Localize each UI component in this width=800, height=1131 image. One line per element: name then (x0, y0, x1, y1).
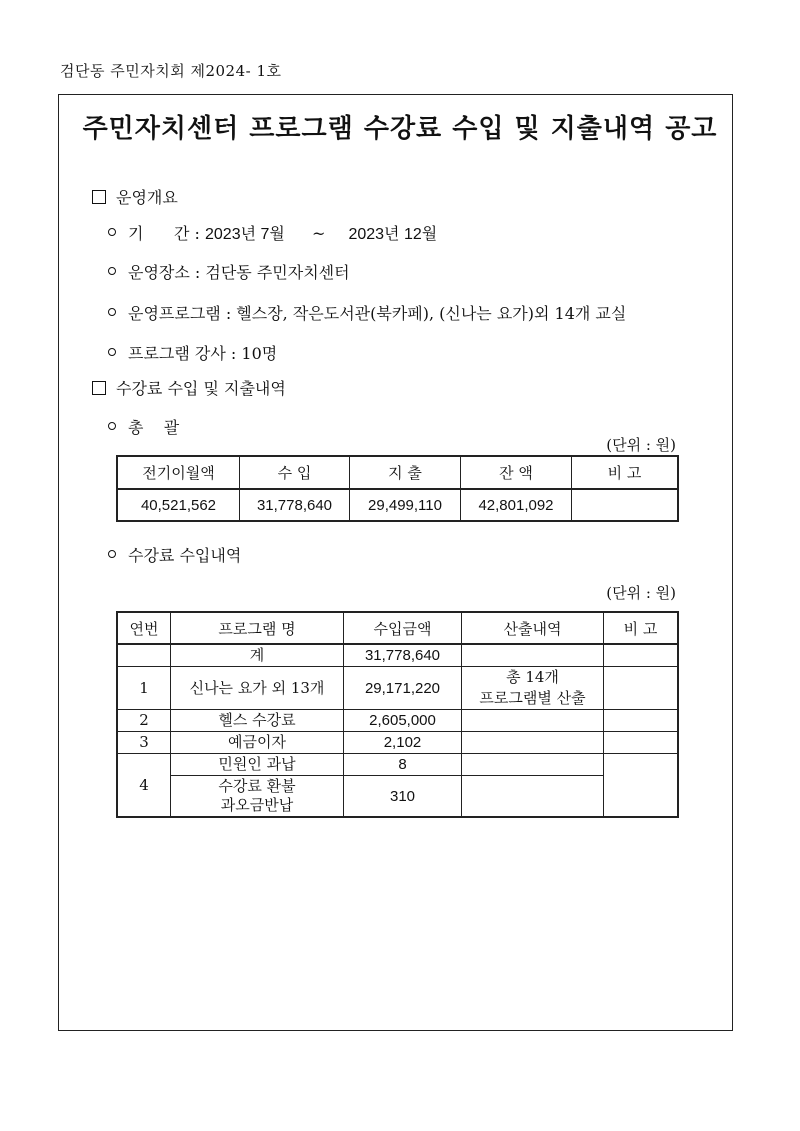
header-income: 수 입 (240, 456, 350, 489)
income-heading-text: 수강료 수입내역 (128, 546, 242, 565)
page-title: 주민자치센터 프로그램 수강료 수입 및 지출내역 공고 (82, 114, 718, 144)
document-number: 검단동 주민자치회 제2024- 1호 (60, 62, 282, 80)
header-no: 연번 (117, 612, 171, 644)
period-start: 2023년 7월 (205, 226, 285, 243)
row-remarks (604, 732, 679, 754)
section-overview-heading: 운영개요 (116, 188, 178, 207)
header-carryover: 전기이월액 (117, 456, 240, 489)
remarks-value (572, 489, 679, 521)
total-calc (462, 644, 604, 667)
summary-unit: (단위 : 원) (606, 436, 676, 454)
header-amount: 수입금액 (344, 612, 462, 644)
table-row (117, 754, 678, 776)
overview-programs (108, 301, 626, 324)
income-value: 31,778,640 (240, 489, 350, 521)
income-table (116, 611, 679, 818)
summary-heading-text: 총 괄 (128, 418, 180, 437)
total-label: 계 (171, 644, 344, 667)
period-label: 기 간 : (128, 224, 200, 243)
circle-bullet-icon (108, 228, 116, 236)
row-program: 신나는 요가 외 13개 (171, 667, 344, 710)
programs-text: 운영프로그램 : 헬스장, 작은도서관(북카페), (신나는 요가)외 14개 교실 (128, 304, 627, 323)
total-amount: 31,778,640 (344, 644, 462, 667)
table-row (117, 667, 678, 710)
carryover-value: 40,521,562 (117, 489, 240, 521)
circle-bullet-icon (108, 267, 116, 275)
row-remarks (604, 667, 679, 710)
circle-bullet-icon (108, 550, 116, 558)
row-no: 4 (117, 754, 171, 818)
section-finance (92, 376, 286, 399)
location-text: 운영장소 : 검단동 주민자치센터 (128, 263, 350, 282)
income-table-header (117, 612, 678, 644)
header-calc: 산출내역 (462, 612, 604, 644)
square-bullet-icon (92, 381, 106, 395)
circle-bullet-icon (108, 422, 116, 430)
row-amount: 2,605,000 (344, 710, 462, 732)
row-no: 2 (117, 710, 171, 732)
row-program: 예금이자 (171, 732, 344, 754)
row-calc (462, 667, 604, 710)
income-heading (108, 543, 241, 566)
row-no: 3 (117, 732, 171, 754)
row-program (171, 776, 344, 818)
header-program: 프로그램 명 (171, 612, 344, 644)
row-calc-line1: 총 14개 (506, 668, 559, 686)
section-finance-heading: 수강료 수입 및 지출내역 (116, 379, 286, 398)
income-unit: (단위 : 원) (606, 584, 676, 602)
period-end: 2023년 12월 (348, 226, 438, 243)
instructors-text: 프로그램 강사 : 10명 (128, 344, 278, 363)
row-calc (462, 776, 604, 818)
total-remarks (604, 644, 679, 667)
expense-value: 29,499,110 (350, 489, 461, 521)
header-balance: 잔 액 (461, 456, 572, 489)
row-amount: 29,171,220 (344, 667, 462, 710)
row-remarks (604, 710, 679, 732)
header-remarks: 비 고 (572, 456, 679, 489)
circle-bullet-icon (108, 308, 116, 316)
period-separator: ~ (311, 224, 326, 243)
total-no (117, 644, 171, 667)
row-program-line1: 수강료 환불 (218, 777, 296, 795)
row-program-line2: 과오금반납 (220, 796, 294, 814)
overview-location (108, 260, 350, 283)
header-remarks: 비 고 (604, 612, 679, 644)
circle-bullet-icon (108, 348, 116, 356)
row-amount: 310 (344, 776, 462, 818)
row-calc (462, 754, 604, 776)
row-calc-line2: 프로그램별 산출 (479, 689, 586, 707)
row-calc (462, 710, 604, 732)
table-row (117, 732, 678, 754)
summary-table-header (117, 456, 678, 489)
row-amount: 2,102 (344, 732, 462, 754)
overview-instructors (108, 341, 277, 364)
row-calc (462, 732, 604, 754)
table-row (117, 644, 678, 667)
row-amount: 8 (344, 754, 462, 776)
row-remarks (604, 754, 679, 818)
summary-table (116, 455, 679, 522)
square-bullet-icon (92, 190, 106, 204)
table-row (117, 710, 678, 732)
table-row (117, 776, 678, 818)
overview-period (108, 221, 437, 244)
section-overview (92, 185, 178, 208)
row-program: 민원인 과납 (171, 754, 344, 776)
table-row (117, 489, 678, 521)
row-program: 헬스 수강료 (171, 710, 344, 732)
row-no: 1 (117, 667, 171, 710)
summary-heading (108, 415, 179, 438)
balance-value: 42,801,092 (461, 489, 572, 521)
header-expense: 지 출 (350, 456, 461, 489)
